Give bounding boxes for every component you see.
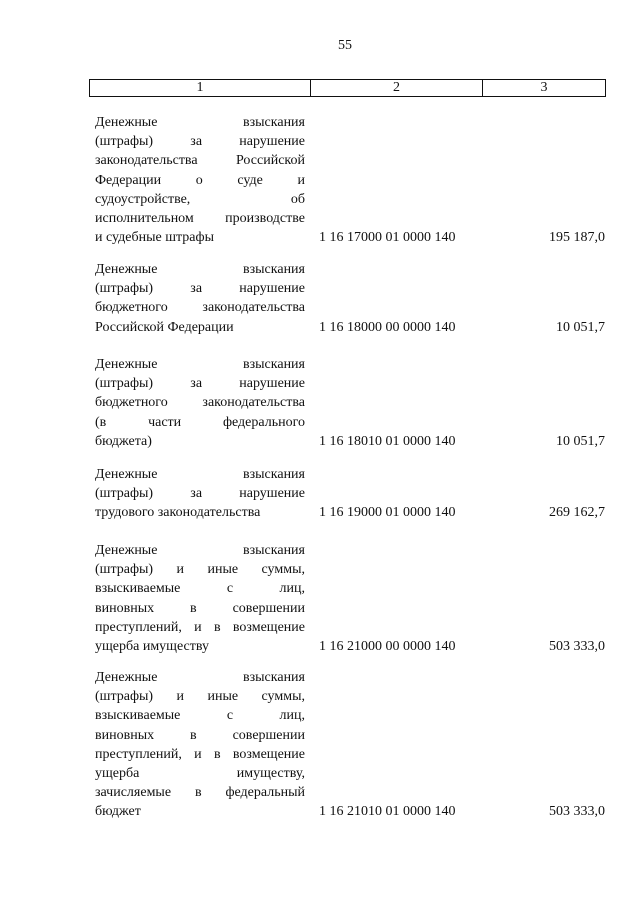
- amount-value: 503 333,0: [549, 639, 605, 654]
- table-header: [89, 79, 606, 97]
- description-line: (штрафы) и иные суммы,: [95, 562, 305, 578]
- description-line: Денежные взыскания: [95, 115, 305, 130]
- amount-value: 269 162,7: [549, 505, 605, 521]
- budget-code: 1 16 18000 00 0000 140: [319, 319, 456, 335]
- description-line: взыскиваемые с лиц,: [95, 581, 305, 597]
- description-line: (в части федерального: [95, 414, 305, 430]
- description-line: виновных в совершении: [95, 727, 305, 743]
- page-number: 55: [338, 38, 352, 53]
- budget-code: 1 16 19000 01 0000 140: [319, 505, 456, 521]
- column-header-2: 2: [311, 80, 483, 96]
- description-line: Денежные взыскания: [95, 262, 305, 277]
- description-line: взыскиваемые с лиц,: [95, 708, 305, 724]
- description-line: Федерации о суде и: [95, 172, 305, 188]
- column-header-1: 1: [90, 80, 311, 96]
- row-description: [95, 541, 305, 656]
- description-line: зачисляемые в федеральный: [95, 785, 305, 801]
- amount-value: 10 051,7: [556, 433, 605, 449]
- description-line: и судебные штрафы: [95, 230, 214, 246]
- description-line: Денежные взыскания: [95, 543, 305, 558]
- description-line: бюджетного законодательства: [95, 300, 305, 316]
- budget-code: 1 16 21000 00 0000 140: [319, 639, 456, 654]
- description-line: бюджета): [95, 433, 152, 449]
- row-description: [95, 355, 305, 451]
- description-line: бюджет: [95, 804, 141, 820]
- amount-value: 195 187,0: [549, 230, 605, 246]
- description-line: законодательства Российской: [95, 153, 305, 169]
- budget-code: 1 16 18010 01 0000 140: [319, 433, 456, 449]
- description-line: (штрафы) и иные суммы,: [95, 689, 305, 705]
- description-line: преступлений, и в возмещение: [95, 619, 305, 635]
- description-line: ущерба имуществу: [95, 639, 209, 655]
- description-line: ущерба имуществу,: [95, 766, 305, 782]
- row-description: [95, 113, 305, 247]
- description-line: исполнительном производстве: [95, 211, 305, 227]
- description-line: Денежные взыскания: [95, 467, 305, 482]
- description-line: судоустройстве, об: [95, 191, 305, 207]
- description-line: (штрафы) за нарушение: [95, 281, 305, 297]
- description-line: преступлений, и в возмещение: [95, 746, 305, 762]
- description-line: (штрафы) за нарушение: [95, 376, 305, 392]
- budget-code: 1 16 17000 01 0000 140: [319, 230, 456, 246]
- description-line: (штрафы) за нарушение: [95, 134, 305, 150]
- description-line: виновных в совершении: [95, 600, 305, 616]
- row-description: [95, 465, 305, 523]
- description-line: (штрафы) за нарушение: [95, 486, 305, 502]
- budget-code: 1 16 21010 01 0000 140: [319, 804, 456, 820]
- row-description: [95, 260, 305, 337]
- column-header-3: 3: [540, 80, 548, 95]
- amount-value: 503 333,0: [549, 804, 605, 820]
- row-description: [95, 668, 305, 822]
- description-line: Денежные взыскания: [95, 357, 305, 372]
- description-line: Российской Федерации: [95, 319, 234, 335]
- description-line: трудового законодательства: [95, 505, 261, 521]
- amount-value: 10 051,7: [556, 319, 605, 335]
- description-line: бюджетного законодательства: [95, 395, 305, 411]
- description-line: Денежные взыскания: [95, 670, 305, 685]
